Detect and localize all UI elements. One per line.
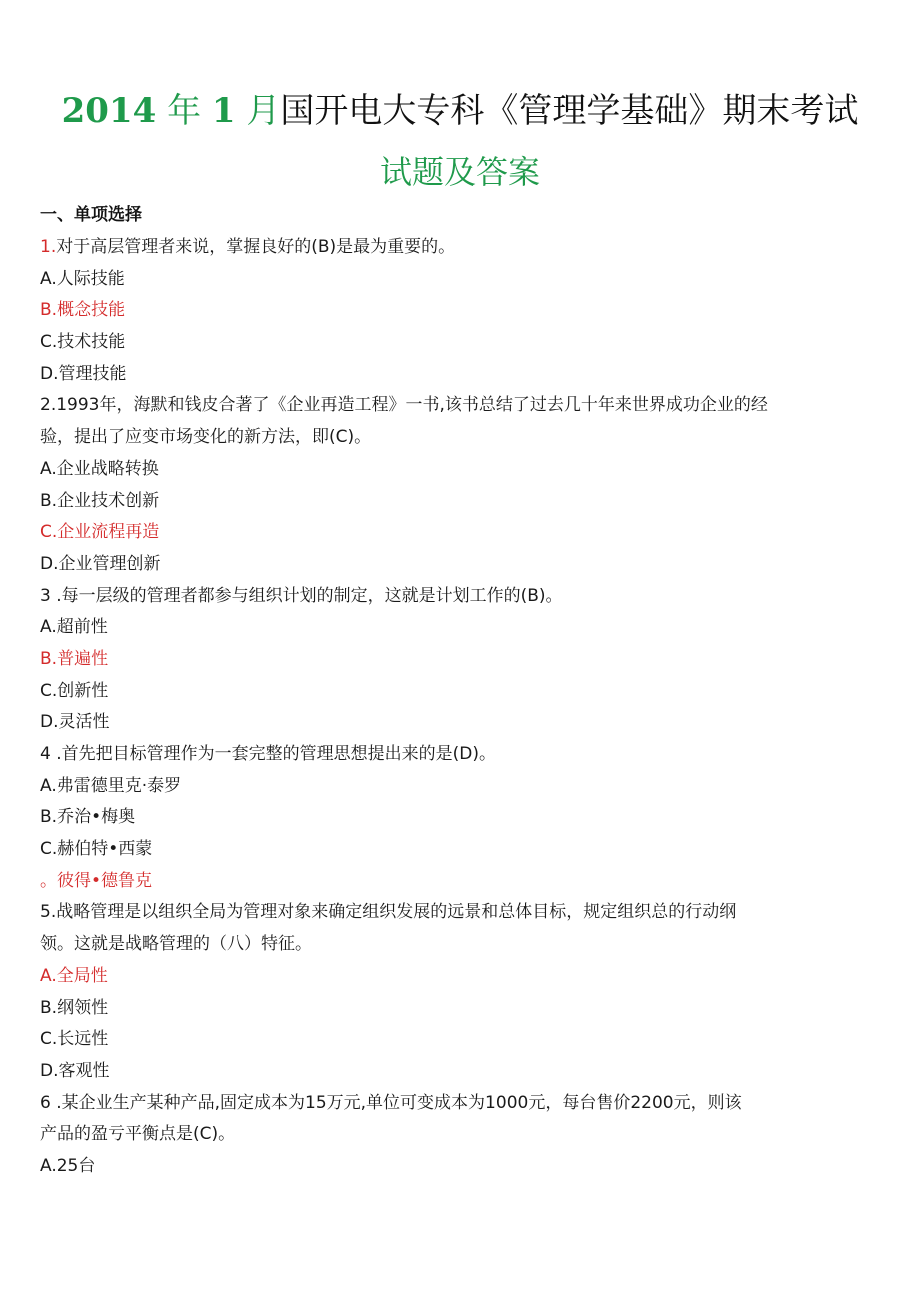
line-q5c: [40, 1024, 860, 1056]
line-q6l2: [40, 1119, 860, 1151]
line-text: A.人际技能: [40, 268, 125, 289]
line-q3a: [40, 612, 860, 644]
document-subtitle: 试题及答案: [379, 153, 540, 191]
line-q6l1: [40, 1088, 860, 1120]
line-q4b: [40, 802, 860, 834]
line-text: C.企业流程再造: [40, 522, 160, 543]
line-q5b: [40, 993, 860, 1025]
line-text: 4 .首先把目标管理作为一套完整的管理思想提出来的是(D)。: [40, 744, 496, 764]
line-text: D.企业管理创新: [40, 553, 161, 574]
title-nian: 年: [167, 91, 202, 131]
line-text: D.管理技能: [40, 363, 127, 384]
question-list: [40, 232, 860, 1183]
line-text: A.弗雷德里克·泰罗: [40, 775, 182, 796]
line-text: B.普遍性: [40, 648, 109, 669]
line-text: 6 .某企业生产某种产品,固定成本为15万元,单位可变成本为1000元，每台售价2200元，则该: [40, 1092, 742, 1113]
line-q1: [40, 232, 860, 264]
line-q4d: [40, 866, 860, 898]
line-q2l1: [40, 390, 860, 422]
title-year: 2014: [61, 91, 157, 131]
line-text: B.概念技能: [40, 300, 126, 321]
line-text: D.灵活性: [40, 712, 110, 733]
line-text: 5.战略管理是以组织全局为管理对象来确定组织发展的远景和总体目标，规定组织总的行动纲: [40, 902, 737, 923]
line-text: C.长远性: [40, 1029, 109, 1050]
line-text: B.企业技术创新: [40, 490, 160, 511]
line-q3d: [40, 707, 860, 739]
document-title: [0, 88, 920, 134]
line-text: 2.1993年，海默和钱皮合著了《企业再造工程》一书,该书总结了过去几十年来世界成功企业的经: [40, 395, 768, 416]
section-heading: 一、单项选择: [40, 205, 142, 225]
line-q1d: [40, 359, 860, 391]
line-text: C.创新性: [40, 680, 109, 701]
question-number: 1.: [40, 237, 57, 257]
line-q4c: [40, 834, 860, 866]
line-q2c: [40, 517, 860, 549]
line-q5a: [40, 961, 860, 993]
line-q5l2: [40, 929, 860, 961]
line-text: D.客观性: [40, 1060, 110, 1081]
line-q2b: [40, 486, 860, 518]
line-q4a: [40, 771, 860, 803]
title-yue: 月: [246, 91, 281, 131]
line-text: 3 .每一层级的管理者都参与组织计划的制定，这就是计划工作的(B)。: [40, 585, 563, 606]
line-text: B.纲领性: [40, 997, 109, 1018]
line-q2d: [40, 549, 860, 581]
line-q3b: [40, 644, 860, 676]
line-text: C.技术技能: [40, 332, 126, 353]
line-text: 对于高层管理者来说，掌握良好的(B)是最为重要的。: [56, 237, 456, 257]
line-q1b: [40, 295, 860, 327]
line-text: 领。这就是战略管理的（八）特征。: [40, 934, 312, 955]
line-q6a: [40, 1151, 860, 1183]
line-q3c: [40, 676, 860, 708]
line-q2l2: [40, 422, 860, 454]
line-text: C.赫伯特•西蒙: [40, 839, 153, 860]
line-text: A.25台: [40, 1155, 96, 1176]
line-text: 。彼得•德鲁克: [40, 870, 153, 891]
line-text: 验，提出了应变市场变化的新方法，即(C)。: [40, 427, 372, 448]
line-text: A.超前性: [40, 617, 108, 638]
line-text: 产品的盈亏平衡点是(C)。: [40, 1124, 236, 1145]
title-month: 1: [211, 91, 236, 131]
line-q1a: [40, 264, 860, 296]
line-q5d: [40, 1056, 860, 1088]
line-q5l1: [40, 897, 860, 929]
line-text: B.乔治•梅奥: [40, 807, 136, 828]
line-q3: [40, 581, 860, 613]
title-rest: 国开电大专科《管理学基础》期末考试: [280, 91, 859, 131]
line-q1c: [40, 327, 860, 359]
line-q4: [40, 739, 860, 771]
line-text: A.企业战略转换: [40, 458, 159, 479]
line-q2a: [40, 454, 860, 486]
line-text: A.全局性: [40, 965, 108, 986]
